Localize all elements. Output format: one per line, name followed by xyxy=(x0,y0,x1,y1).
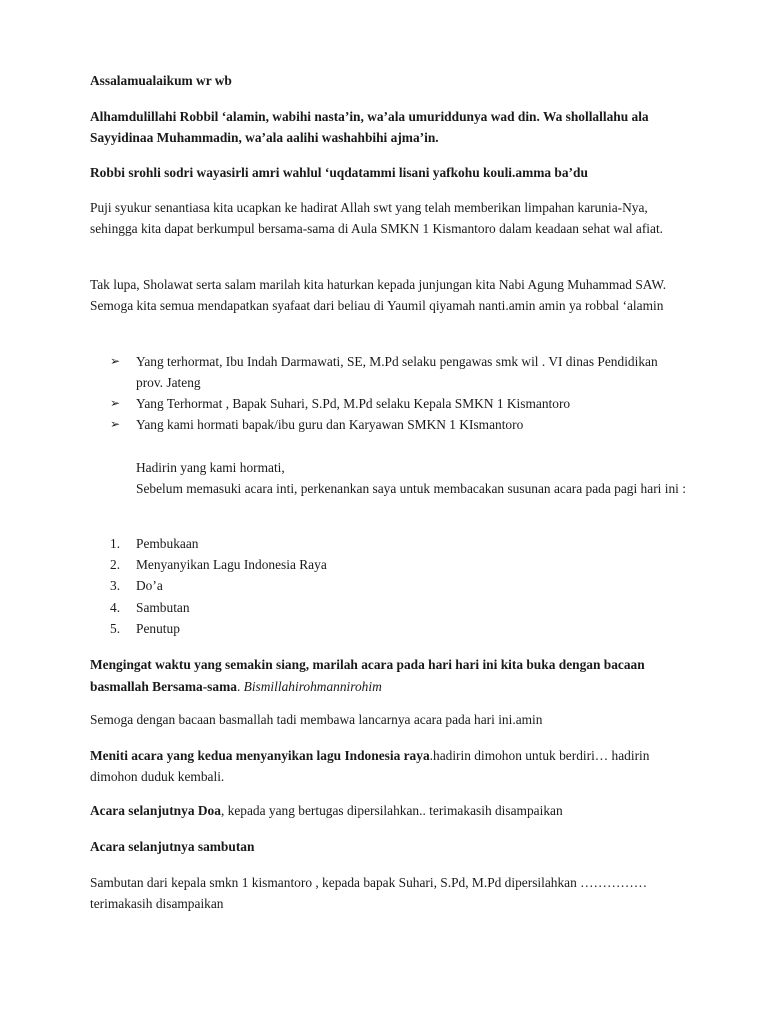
opening-bold-text: Mengingat waktu yang semakin siang, marilah acara pada hari hari ini kita buka dengan bacaan basmallah Bersama-sama xyxy=(90,657,645,694)
basmallah-italic: Bismillahirohmannirohim xyxy=(243,678,382,694)
song-paragraph xyxy=(90,745,680,787)
agenda-item: Do’a xyxy=(136,578,163,594)
list-item xyxy=(110,393,680,414)
arrow-bullet-icon: ➢ xyxy=(110,417,121,431)
before-agenda: Sebelum memasuki acara inti, perkenankan saya untuk membacakan susunan acara pada pagi hari ini : xyxy=(136,481,686,496)
list-item xyxy=(110,618,670,639)
agenda-item: Sambutan xyxy=(136,599,190,615)
respected-item: Yang kami hormati bapak/ibu guru dan Karyawan SMKN 1 KIsmantoro xyxy=(136,417,524,432)
agenda-number: 2. xyxy=(110,557,121,573)
basmallah-note: Semoga dengan bacaan basmallah tadi membawa lancarnya acara pada hari ini.amin xyxy=(90,712,543,727)
agenda-number: 4. xyxy=(110,599,121,615)
hadirin-line: Hadirin yang kami hormati, xyxy=(136,460,285,475)
doa-rest-text: , kepada yang bertugas dipersilahkan.. terimakasih disampaikan xyxy=(220,803,563,818)
paragraph-sholawat: Tak lupa, Sholawat serta salam marilah kita haturkan kepada junjungan kita Nabi Agung Muhammad SAW. Semoga kita semua mendapatkan syafaat dari beliau di Yaumil qiyamah nanti.amin amin ya robbal ‘alamin xyxy=(90,277,667,313)
agenda-item: Pembukaan xyxy=(136,536,199,551)
opening-arabic-2: Robbi srohli sodri wayasirli amri wahlul ‘uqdatammi lisani yafkohu kouli.amma ba’du xyxy=(90,165,588,180)
greeting: Assalamualaikum wr wb xyxy=(90,73,232,88)
doa-paragraph xyxy=(90,800,680,821)
respected-list xyxy=(110,351,680,435)
list-item xyxy=(110,414,680,435)
agenda-number: 5. xyxy=(110,620,121,636)
arrow-bullet-icon: ➢ xyxy=(110,396,121,410)
agenda-item: Penutup xyxy=(136,620,180,636)
list-item xyxy=(110,597,670,618)
agenda-number: 3. xyxy=(110,578,121,594)
sambutan-heading: Acara selanjutnya sambutan xyxy=(90,839,255,854)
list-item xyxy=(110,554,670,575)
agenda-number: 1. xyxy=(110,536,121,551)
list-item xyxy=(110,575,670,596)
list-item xyxy=(110,351,680,393)
song-bold-text: Meniti acara yang kedua menyanyikan lagu Indonesia raya xyxy=(90,748,430,763)
respected-item: Yang terhormat, Ibu Indah Darmawati, SE, M.Pd selaku pengawas smk wil . VI dinas Pendidikan prov. Jateng xyxy=(136,354,658,390)
sambutan-text: Sambutan dari kepala smkn 1 kismantoro , kepada bapak Suhari, S.Pd, M.Pd dipersilahkan ……………terimakasih disampaikan xyxy=(90,875,648,911)
opening-separator: . xyxy=(236,678,244,694)
song-rest-text: .hadirin dimohon untuk berdiri… hadirin dimohon duduk kembali. xyxy=(90,748,650,784)
agenda-item: Menyanyikan Lagu Indonesia Raya xyxy=(136,557,327,573)
opening-arabic-1: Alhamdulillahi Robbil ‘alamin, wabihi nasta’in, wa’ala umuriddunya wad din. Wa shollallahu ala Sayyidinaa Muhammadin, wa’ala aalihi washahbihi ajma’in. xyxy=(90,109,649,145)
list-item xyxy=(110,533,670,554)
opening-paragraph xyxy=(90,654,680,697)
agenda-list xyxy=(110,533,670,639)
paragraph-puji-syukur: Puji syukur senantiasa kita ucapkan ke hadirat Allah swt yang telah memberikan limpahan karunia-Nya, sehingga kita dapat berkumpul bersama-sama di Aula SMKN 1 Kismantoro dalam keadaan sehat wal afiat. xyxy=(90,200,664,236)
respected-item: Yang Terhormat , Bapak Suhari, S.Pd, M.Pd selaku Kepala SMKN 1 Kismantoro xyxy=(136,396,571,411)
arrow-bullet-icon: ➢ xyxy=(110,354,121,368)
doa-bold-text: Acara selanjutnya Doa xyxy=(90,803,221,818)
